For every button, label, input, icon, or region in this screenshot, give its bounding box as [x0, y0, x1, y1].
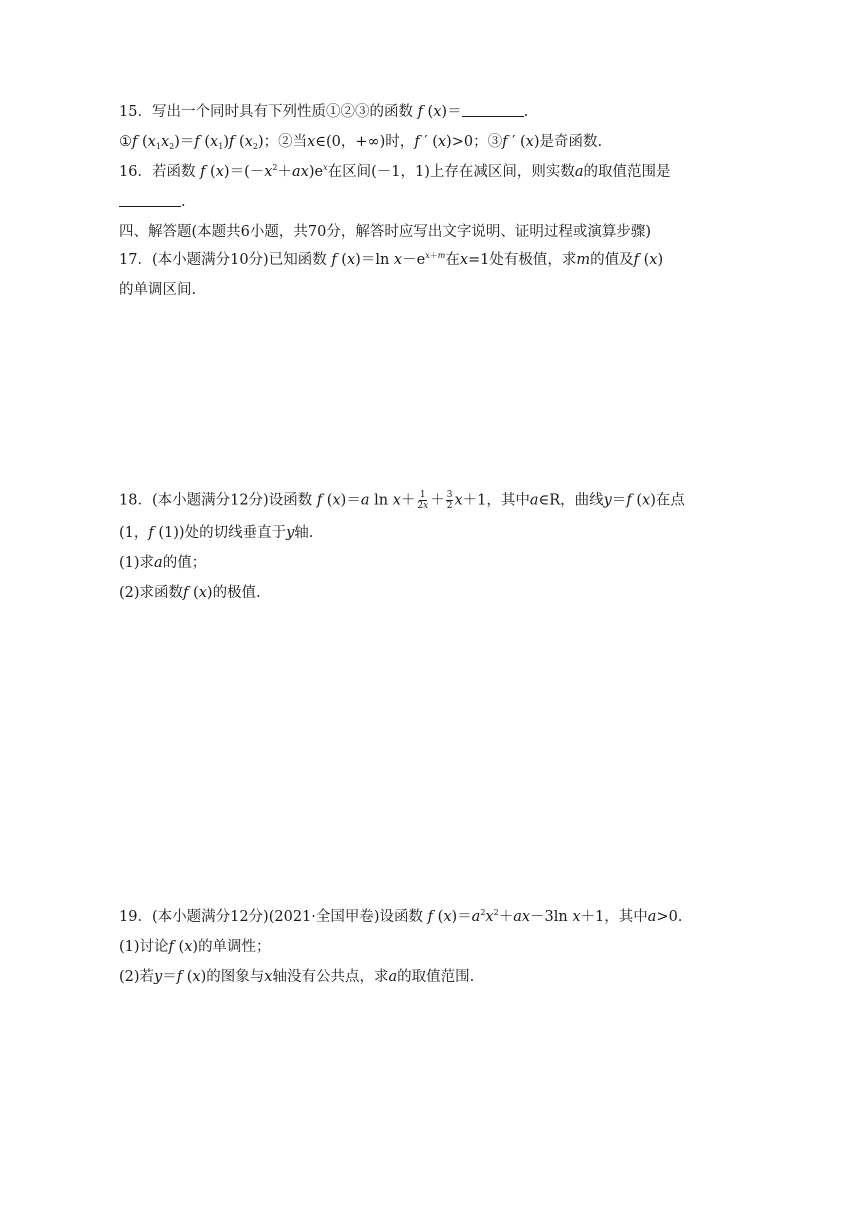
q19-line-2: (1)讨论f (x)的单调性；: [119, 939, 271, 955]
q16-line-1: 16．若函数 f $(x)=(-x^2+ax)e^x$在区间(－1，1)上存在减区间，则实数a的取值范围是: [119, 163, 671, 180]
q17-line-1: 17．(本小题满分10分)已知函数 f (x)＝ln $x-e^{x+m}$在x=1处有极值，求m的值及f (x): [119, 251, 664, 268]
math-fx: f: [417, 104, 423, 120]
q17-line-2: 的单调区间.: [119, 282, 197, 298]
fraction: $\frac{3}{2}$: [446, 490, 453, 511]
section-heading: 四、解答题(本题共6小题，共70分，解答时应写出文字说明、证明过程或演算步骤): [119, 224, 651, 240]
q18-line-1: 18．(本小题满分12分)设函数 f (x)＝a ln x＋ $\frac{1}{2x}$ ＋ $\frac{3}{2}$ x＋1，其中a∈R，曲线y＝f (x)在点: [119, 490, 685, 511]
q19-line-3: (2)若y＝f (x)的图象与x轴没有公共点，求a的取值范围.: [119, 969, 475, 985]
q15-line-2: ①f $(x_1x_2)=f$ $(x_1)f$ $(x_2)$；②当x∈(0，+∞)时，f ′ (x)>0；③f ′ (x)是奇函数.: [119, 134, 603, 151]
answer-blank: [119, 192, 181, 207]
q18-line-3: (1)求a的值；: [119, 555, 207, 571]
q18-line-2: (1，f (1))处的切线垂直于y轴.: [119, 525, 314, 541]
q15-line-1: 15．写出一个同时具有下列性质①②③的函数 f (x)＝ .: [119, 104, 529, 120]
answer-blank: [462, 102, 524, 117]
q16-line-2: .: [119, 192, 186, 212]
q18-line-4: (2)求函数f (x)的极值.: [119, 585, 261, 601]
q19-line-1: 19．(本小题满分12分)(2021·全国甲卷)设函数 f $(x)=a^2x^2+ax-3\ln$ x＋1，其中a>0.: [119, 908, 683, 925]
fraction: $\frac{1}{2x}$: [417, 490, 429, 511]
